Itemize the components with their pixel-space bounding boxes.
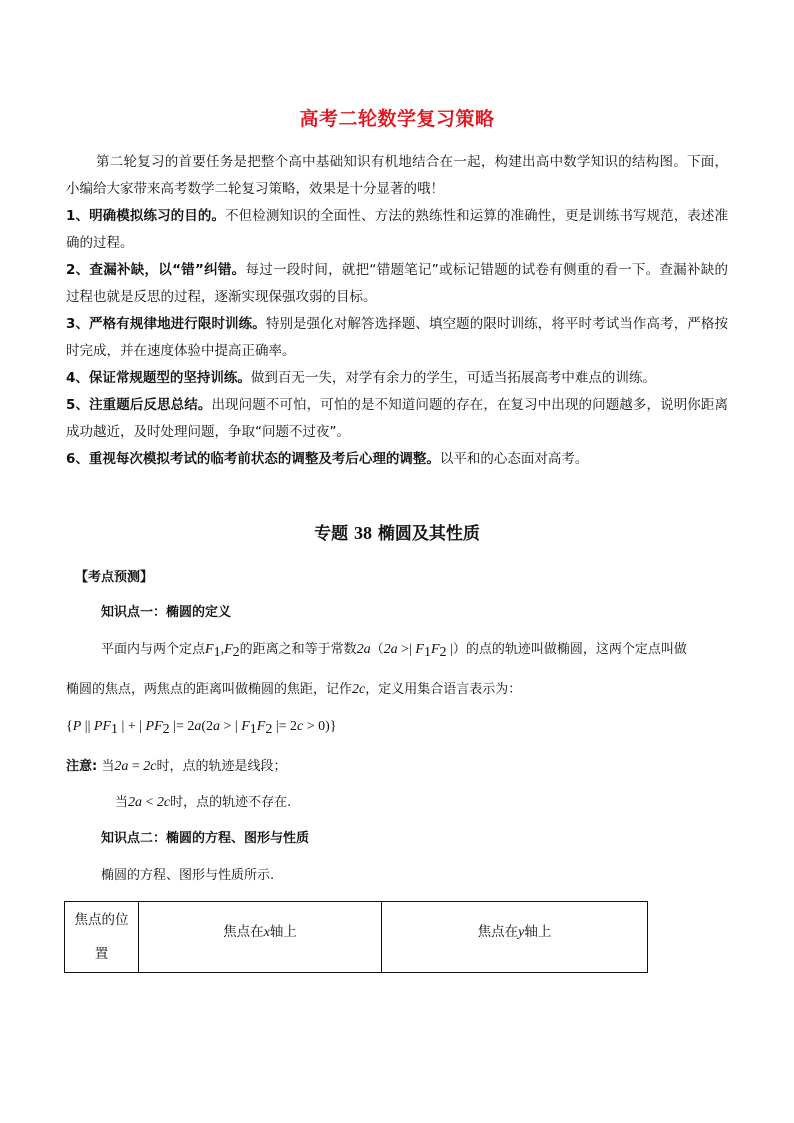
knowledge-point-2-heading: 知识点二：椭圆的方程、图形与性质 xyxy=(101,831,310,846)
point-heading: 1、明确模拟练习的目的。 xyxy=(66,208,226,224)
kaodian-label: 【考点预测】 xyxy=(75,570,154,585)
strategy-point-5 xyxy=(66,392,728,446)
strategy-point-4 xyxy=(66,365,728,392)
definition-line-2: 椭圆的焦点，两焦点的距离叫做椭圆的焦距，记作2c，定义用集合语言表示为： xyxy=(66,682,522,697)
point-body: 做到百无一失，对学有余力的学生，可适当拓展高考中难点的训练。 xyxy=(250,370,656,386)
table-header-focus-x: 焦点在x轴上 xyxy=(139,902,382,972)
knowledge-point-2-intro: 椭圆的方程、图形与性质所示. xyxy=(101,868,275,883)
topic-title: 专题 38 椭圆及其性质 xyxy=(314,523,480,544)
intro-paragraph: 第二轮复习的首要任务是把整个高中基础知识有机地结合在一起，构建出高中数学知识的结构图。下面，小编给大家带来高考数学二轮复习策略，效果是十分显著的哦！ xyxy=(66,154,728,197)
point-heading: 4、保证常规题型的坚持训练。 xyxy=(66,370,251,386)
point-heading: 2、查漏补缺，以“错”纠错。 xyxy=(66,262,246,278)
knowledge-point-1-heading: 知识点一：椭圆的定义 xyxy=(101,605,232,620)
table-header-focus-position: 焦点的位 置 xyxy=(65,902,139,972)
page-title: 高考二轮数学复习策略 xyxy=(299,108,495,130)
set-expression: {P || $PF_1$ | + | $PF_2$ |= 2a(2a > | $F_1F_2$ |= 2c > 0)} xyxy=(66,719,337,737)
strategy-point-6 xyxy=(66,446,728,473)
point-body: 不但检测知识的全面性、方法的熟练性和运算的准确性，更是训练书写规范，表述准确的过程。 xyxy=(66,208,728,251)
strategy-point-3 xyxy=(66,311,728,365)
note-line-2: 当2a < 2c时，点的轨迹不存在. xyxy=(115,795,292,810)
strategy-point-1 xyxy=(66,203,728,257)
ellipse-properties-table xyxy=(64,901,648,973)
note-line-1: 注意: 当2a = 2c时，点的轨迹是线段； xyxy=(66,759,287,774)
point-body: 每过一段时间，就把“错题笔记”或标记错题的试卷有侧重的看一下。查漏补缺的过程也就是反思的过程，逐渐实现保强攻弱的目标。 xyxy=(66,262,728,305)
point-heading: 5、注重题后反思总结。 xyxy=(66,397,212,413)
point-heading: 6、重视每次模拟考试的临考前状态的调整及考后心理的调整。 xyxy=(66,451,440,467)
point-body: 出现问题不可怕，可怕的是不知道问题的存在，在复习中出现的问题越多，说明你距离成功越近，及时处理问题，争取“问题不过夜”。 xyxy=(66,397,728,440)
definition-line-1: 平面内与两个定点$F_1,F_2$的距离之和等于常数2a（2a >| $F_1F_2$ |）的点的轨迹叫做椭圆，这两个定点叫做 xyxy=(101,642,687,660)
table-header-focus-y: 焦点在y轴上 xyxy=(477,924,552,940)
point-body: 特别是强化对解答选择题、填空题的限时训练，将平时考试当作高考，严格按时完成，并在速度体验中提高正确率。 xyxy=(66,316,729,359)
point-body: 以平和的心态面对高考。 xyxy=(439,451,589,467)
strategy-point-2 xyxy=(66,257,728,311)
point-heading: 3、严格有规律地进行限时训练。 xyxy=(66,316,266,332)
